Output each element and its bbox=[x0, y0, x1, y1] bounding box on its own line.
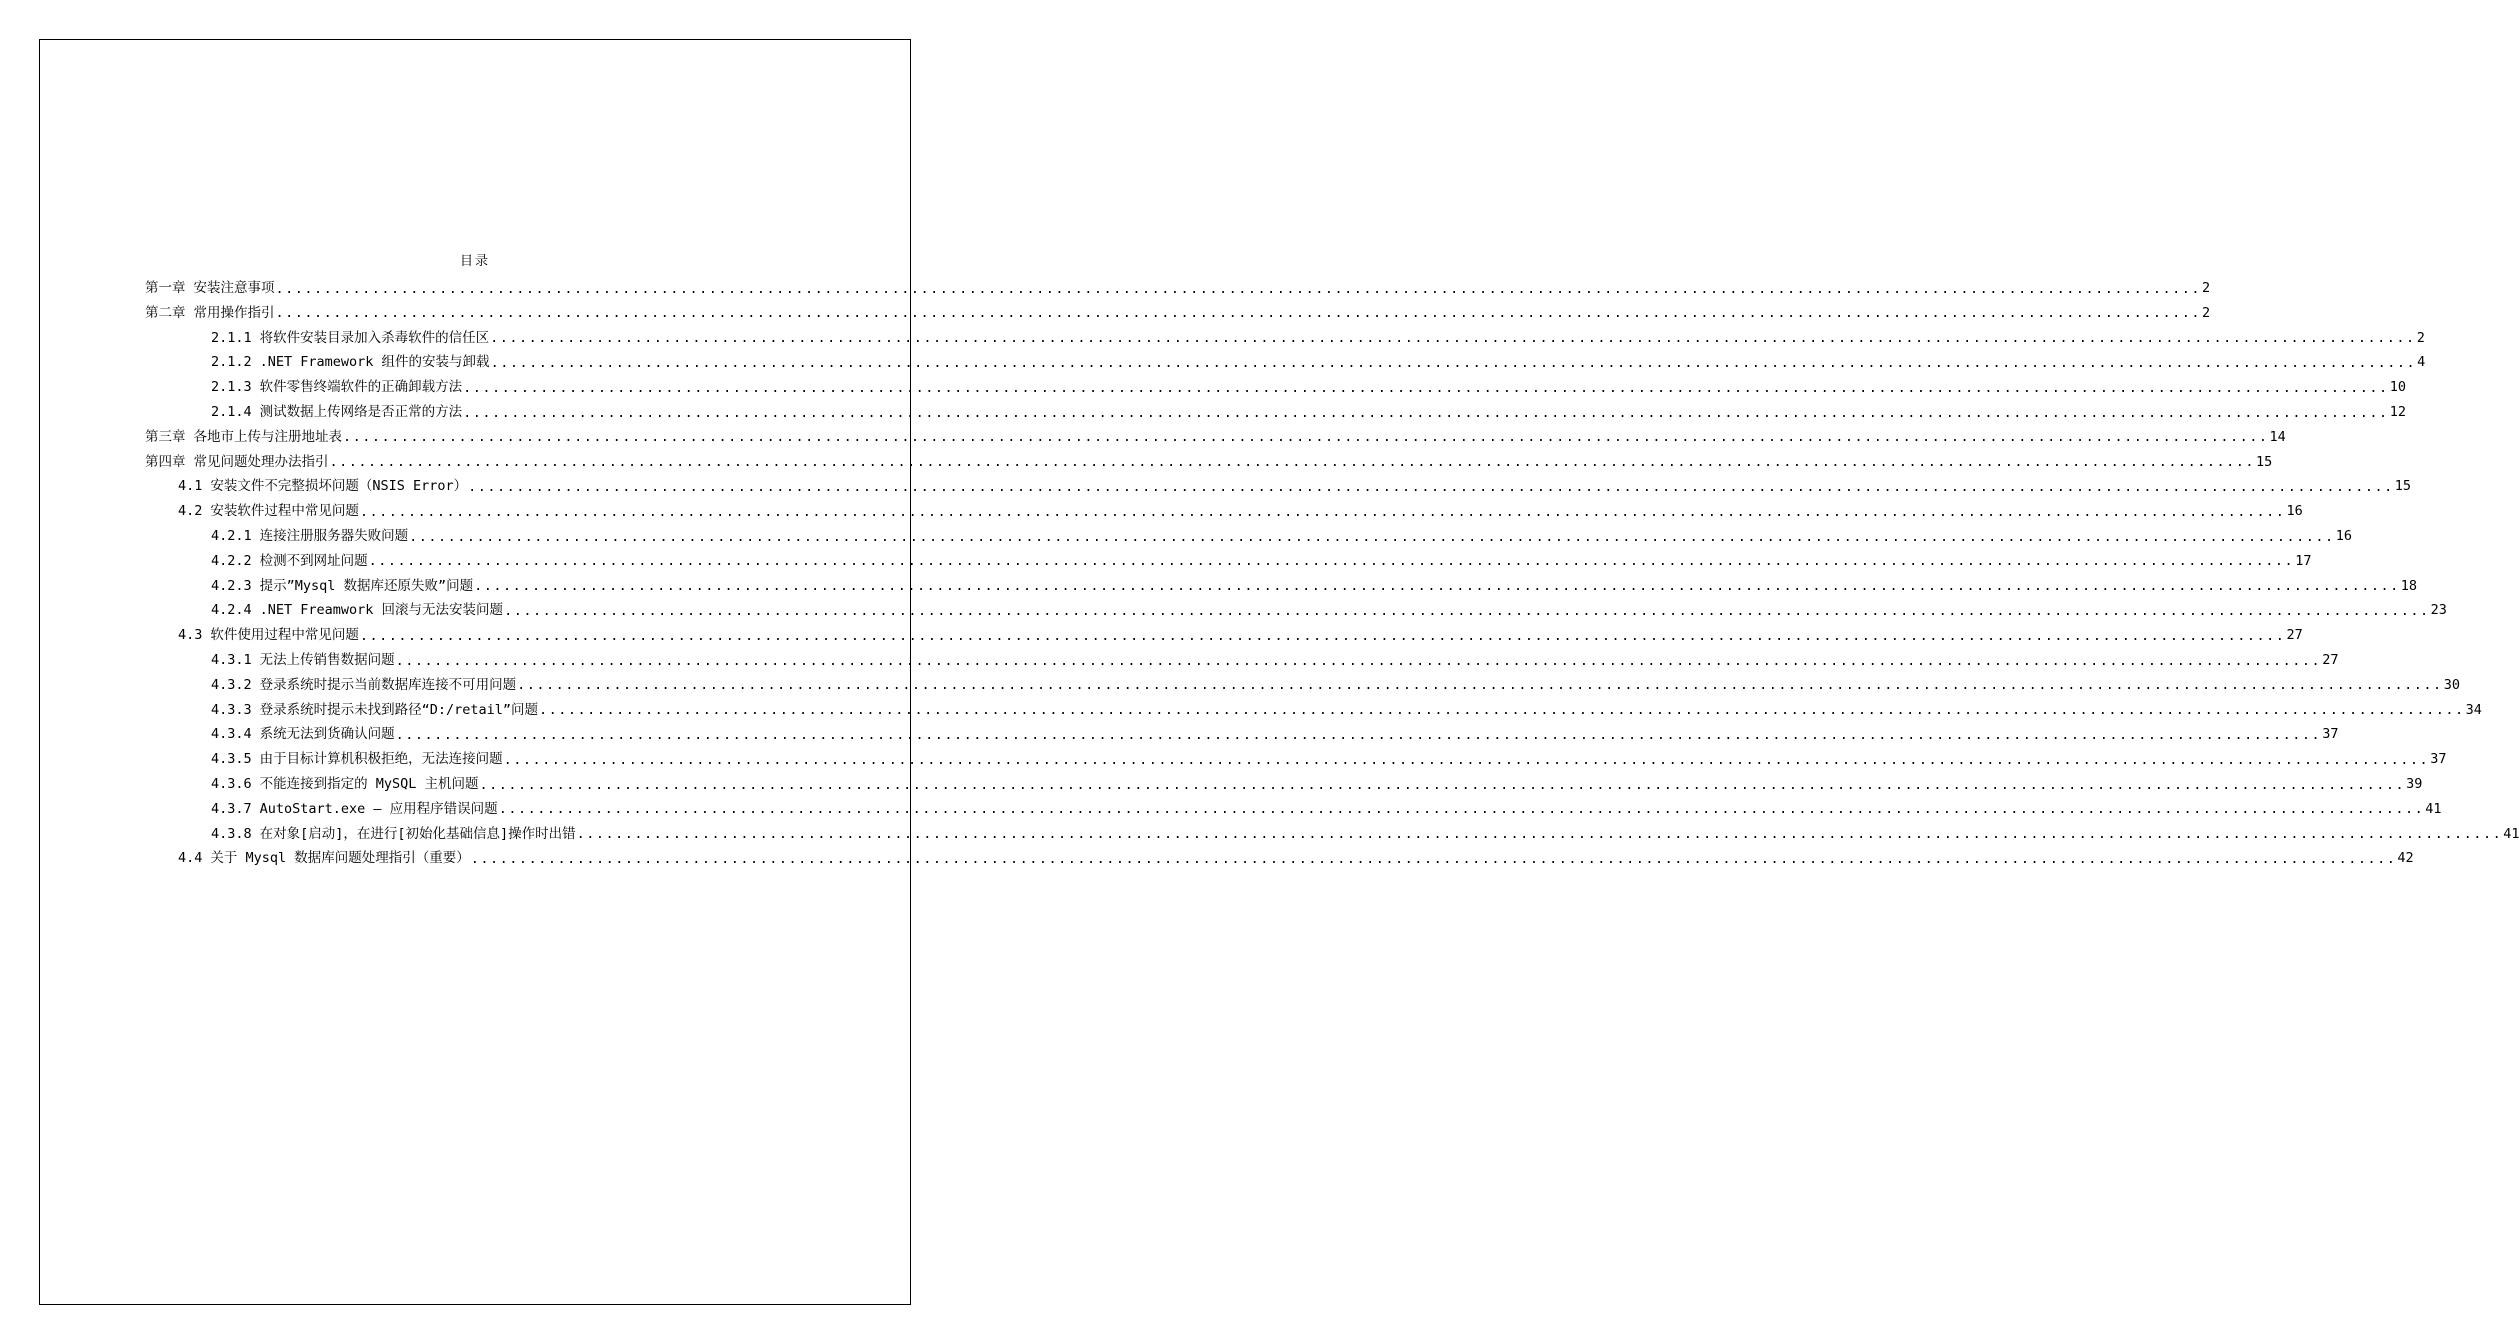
toc-entry[interactable] bbox=[145, 276, 2211, 297]
toc-leader-dots: ........................................................................................................................................................................................................ bbox=[463, 379, 2389, 396]
toc-entry[interactable] bbox=[178, 623, 2303, 644]
toc-entry-page-number: 30 bbox=[2443, 676, 2460, 693]
toc-entry-number: 4.3.3 bbox=[211, 701, 252, 718]
toc-leader-dots: ........................................................................................................................................................................................................ bbox=[576, 826, 2503, 843]
toc-leader-dots: ........................................................................................................................................................................................................ bbox=[359, 627, 2286, 644]
toc-entry-number: 第三章 bbox=[145, 428, 186, 445]
toc-entry[interactable] bbox=[211, 747, 2447, 768]
toc-entry-number: 2.1.2 bbox=[211, 354, 252, 371]
toc-leader-dots: ........................................................................................................................................................................................................ bbox=[503, 751, 2430, 768]
toc-leader-dots: ........................................................................................................................................................................................................ bbox=[498, 801, 2425, 818]
toc-entry[interactable] bbox=[211, 574, 2417, 595]
toc-entry[interactable] bbox=[211, 722, 2339, 743]
toc-entry-title: AutoStart.exe – 应用程序错误问题 bbox=[259, 800, 498, 817]
toc-leader-dots: ........................................................................................................................................................................................................ bbox=[539, 702, 2465, 719]
toc-entry-title: 软件零售终端软件的正确卸载方法 bbox=[259, 379, 463, 396]
toc-entry-page-number: 39 bbox=[2406, 776, 2423, 792]
toc-leader-dots: ........................................................................................................................................................................................................ bbox=[490, 354, 2417, 371]
toc-entry-title: 测试数据上传网络是否正常的方法 bbox=[259, 404, 463, 420]
toc-entry-page-number: 41 bbox=[2425, 800, 2442, 817]
toc-entry-number: 2.1.1 bbox=[211, 329, 252, 346]
toc-entry-title: 软件使用过程中常见问题 bbox=[210, 627, 359, 644]
toc-leader-dots: ........................................................................................................................................................................................................ bbox=[409, 528, 2335, 545]
toc-entry-number: 4.3.4 bbox=[211, 726, 252, 743]
toc-entry-number: 第一章 bbox=[145, 280, 186, 296]
toc-entry-page-number: 42 bbox=[2397, 850, 2414, 867]
toc-leader-dots: ........................................................................................................................................................................................................ bbox=[275, 305, 2202, 322]
toc-entry-title: 常用操作指引 bbox=[193, 304, 275, 321]
toc-entry-title: 安装文件不完整损坏问题（NSIS Error） bbox=[210, 478, 468, 495]
toc-entry-page-number: 41 bbox=[2503, 825, 2519, 842]
toc-entry-number: 4.3 bbox=[178, 627, 203, 644]
toc-entry-number: 4.2 bbox=[178, 503, 203, 520]
toc-entry[interactable] bbox=[145, 450, 2273, 471]
toc-entry-title: 提示”Mysql 数据库还原失败”问题 bbox=[259, 577, 474, 594]
toc-entry-number: 4.3.5 bbox=[211, 751, 252, 768]
toc-leader-dots: ........................................................................................................................................................................................................ bbox=[504, 602, 2430, 619]
toc-entry-number: 4.2.4 bbox=[211, 602, 252, 619]
toc-entry-title: 在对象[启动]，在进行[初始化基础信息]操作时出错 bbox=[259, 825, 576, 842]
toc-leader-dots: ........................................................................................................................................................................................................ bbox=[275, 280, 2202, 297]
toc-entry[interactable] bbox=[211, 350, 2426, 371]
toc-leader-dots: ........................................................................................................................................................................................................ bbox=[479, 776, 2406, 793]
toc-entry-title: 安装软件过程中常见问题 bbox=[210, 503, 359, 520]
toc-entry-title: 关于 Mysql 数据库问题处理指引（重要） bbox=[210, 850, 470, 867]
toc-entry-number: 4.3.6 bbox=[211, 776, 252, 792]
toc-entry[interactable] bbox=[178, 499, 2303, 520]
toc-entry[interactable] bbox=[145, 301, 2211, 322]
toc-entry-number: 4.3.7 bbox=[211, 800, 252, 817]
toc-entry-number: 2.1.3 bbox=[211, 379, 252, 396]
toc-entry-page-number: 15 bbox=[2256, 453, 2273, 470]
toc-entry[interactable] bbox=[211, 326, 2425, 347]
toc-entry-title: .NET Freamwork 回滚与无法安装问题 bbox=[259, 602, 504, 619]
toc-entry[interactable] bbox=[145, 425, 2286, 446]
toc-entry-page-number: 15 bbox=[2394, 478, 2411, 495]
toc-entry-number: 4.1 bbox=[178, 478, 203, 495]
toc-entry-title: .NET Framework 组件的安装与卸载 bbox=[259, 354, 490, 371]
toc-entry-number: 4.3.8 bbox=[211, 825, 252, 842]
toc-entry-page-number: 37 bbox=[2322, 726, 2339, 743]
toc-entry[interactable] bbox=[211, 822, 2519, 843]
toc-entry-title: 各地市上传与注册地址表 bbox=[193, 428, 342, 445]
toc-leader-dots: ........................................................................................................................................................................................................ bbox=[474, 578, 2400, 595]
toc-entry-title: 常见问题处理办法指引 bbox=[193, 453, 329, 470]
toc-entry-number: 4.3.2 bbox=[211, 676, 252, 693]
toc-entry-page-number: 16 bbox=[2335, 528, 2352, 544]
toc-leader-dots: ........................................................................................................................................................................................................ bbox=[343, 429, 2269, 446]
toc-leader-dots: ........................................................................................................................................................................................................ bbox=[395, 726, 2322, 743]
toc-entry-title: 登录系统时提示当前数据库连接不可用问题 bbox=[259, 676, 517, 693]
toc-entry-title: 登录系统时提示未找到路径“D:/retail”问题 bbox=[259, 701, 539, 718]
toc-entry[interactable] bbox=[211, 673, 2460, 694]
toc-leader-dots: ........................................................................................................................................................................................................ bbox=[359, 503, 2286, 520]
toc-entry-number: 4.2.2 bbox=[211, 552, 252, 569]
toc-entry[interactable] bbox=[211, 648, 2339, 669]
toc-entry-title: 由于目标计算机积极拒绝，无法连接问题 bbox=[259, 751, 503, 768]
toc-leader-dots: ........................................................................................................................................................................................................ bbox=[395, 652, 2322, 669]
toc-entry[interactable] bbox=[211, 375, 2406, 396]
toc-entry-page-number: 34 bbox=[2465, 701, 2482, 718]
toc-entry-number: 4.2.3 bbox=[211, 577, 252, 594]
toc-leader-dots: ........................................................................................................................................................................................................ bbox=[368, 553, 2295, 570]
toc-leader-dots: ........................................................................................................................................................................................................ bbox=[463, 404, 2389, 421]
toc-entry-title: 将软件安装目录加入杀毒软件的信任区 bbox=[259, 329, 490, 346]
toc-entry-title: 无法上传销售数据问题 bbox=[259, 652, 395, 668]
toc-leader-dots: ........................................................................................................................................................................................................ bbox=[490, 330, 2416, 347]
toc-entry-page-number: 4 bbox=[2417, 354, 2426, 371]
toc-entry-page-number: 18 bbox=[2400, 577, 2417, 594]
toc-entry[interactable] bbox=[178, 846, 2414, 867]
toc-entry-page-number: 14 bbox=[2269, 428, 2286, 445]
toc-entry-number: 第二章 bbox=[145, 304, 186, 321]
toc-entry[interactable] bbox=[211, 598, 2447, 619]
toc-entry[interactable] bbox=[211, 549, 2312, 570]
toc-entry-page-number: 16 bbox=[2286, 503, 2303, 520]
toc-entry-number: 2.1.4 bbox=[211, 404, 252, 420]
toc-entry-title: 连接注册服务器失败问题 bbox=[259, 528, 409, 544]
toc-entry-page-number: 2 bbox=[2416, 329, 2425, 346]
toc-entry[interactable] bbox=[211, 400, 2406, 421]
toc-entry-title: 不能连接到指定的 MySQL 主机问题 bbox=[259, 776, 479, 792]
toc-entry-title: 检测不到网址问题 bbox=[259, 552, 368, 569]
toc-entry-page-number: 2 bbox=[2202, 280, 2211, 296]
toc-entry-page-number: 2 bbox=[2202, 304, 2211, 321]
toc-entry-number: 第四章 bbox=[145, 453, 186, 470]
toc-entry-page-number: 12 bbox=[2389, 404, 2406, 420]
toc-entry[interactable] bbox=[178, 474, 2411, 495]
toc-leader-dots: ........................................................................................................................................................................................................ bbox=[468, 478, 2394, 495]
toc-entry-page-number: 27 bbox=[2286, 627, 2303, 644]
toc-entry-page-number: 27 bbox=[2322, 652, 2339, 668]
toc-entry-number: 4.4 bbox=[178, 850, 203, 867]
toc-entry-number: 4.2.1 bbox=[211, 528, 252, 544]
toc-entry-page-number: 37 bbox=[2430, 751, 2447, 768]
toc-title: 目录 bbox=[459, 254, 490, 269]
toc-entry-page-number: 10 bbox=[2389, 379, 2406, 396]
toc-entry[interactable] bbox=[211, 797, 2442, 818]
toc-entry[interactable] bbox=[211, 524, 2352, 545]
toc-leader-dots: ........................................................................................................................................................................................................ bbox=[517, 677, 2443, 694]
toc-entry-number: 4.3.1 bbox=[211, 652, 252, 668]
toc-entry-title: 系统无法到货确认问题 bbox=[259, 726, 395, 743]
toc-leader-dots: ........................................................................................................................................................................................................ bbox=[470, 850, 2397, 867]
toc-entry[interactable] bbox=[211, 772, 2423, 793]
toc-entry-page-number: 23 bbox=[2430, 602, 2447, 619]
toc-entry[interactable] bbox=[211, 698, 2482, 719]
toc-leader-dots: ........................................................................................................................................................................................................ bbox=[329, 454, 2256, 471]
toc-entry-title: 安装注意事项 bbox=[193, 280, 275, 296]
toc-entry-page-number: 17 bbox=[2295, 552, 2312, 569]
